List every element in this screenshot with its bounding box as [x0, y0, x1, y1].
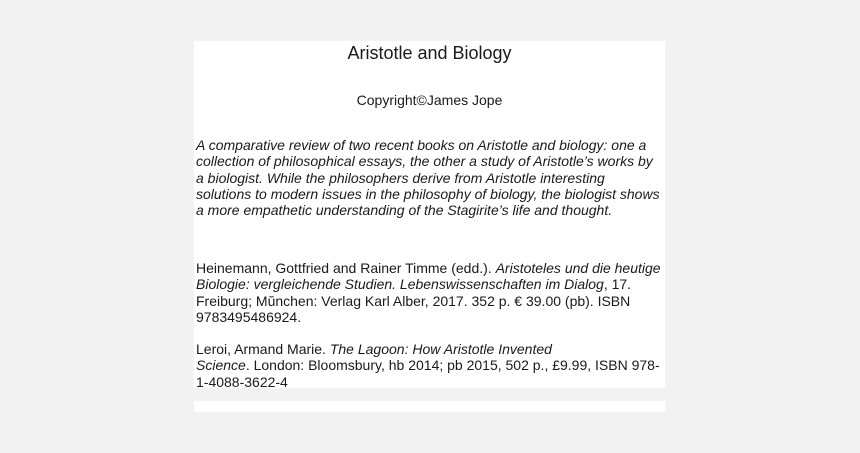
reference-leroi: [196, 341, 664, 390]
reference-details: . London: Bloomsbury, hb 2014; pb 2015, 502 p., £9.99, ISBN 978- 1-4088-3622-4: [196, 357, 660, 390]
reference-work-title: The Lagoon: How Aristotle Invented Science: [196, 341, 552, 374]
reference-authors: Heinemann, Gottfried and Rainer Timme (edd.).: [196, 260, 496, 276]
document-title: Aristotle and Biology: [347, 43, 512, 63]
abstract-paragraph: A comparative review of two recent books on Aristotle and biology: one a collection of philosophical essays, the other a study of Aristotle’s works by a biologist. While the philosophers derive from Aristotle interesting solutions to modern issues in the philosophy of biology, the biologist shows a more empathetic understanding of the Stagirite’s life and thought.: [196, 137, 660, 218]
document-page: [194, 41, 665, 388]
next-page-edge: [194, 401, 665, 412]
copyright-notice: Copyright©James Jope: [356, 92, 503, 108]
reference-authors: Leroi, Armand Marie.: [196, 341, 330, 357]
reference-heinemann: [196, 260, 664, 325]
reference-details: , 17. Freiburg; Mŭnchen: Verlag Karl Alber, 2017. 352 p. € 39.00 (pb). ISBN 9783495486924.: [196, 276, 632, 325]
reference-work-title: Aristoteles und die heutige Biologie: vergleichende Studien. Lebenswissenschaften im Dialog: [196, 260, 661, 293]
